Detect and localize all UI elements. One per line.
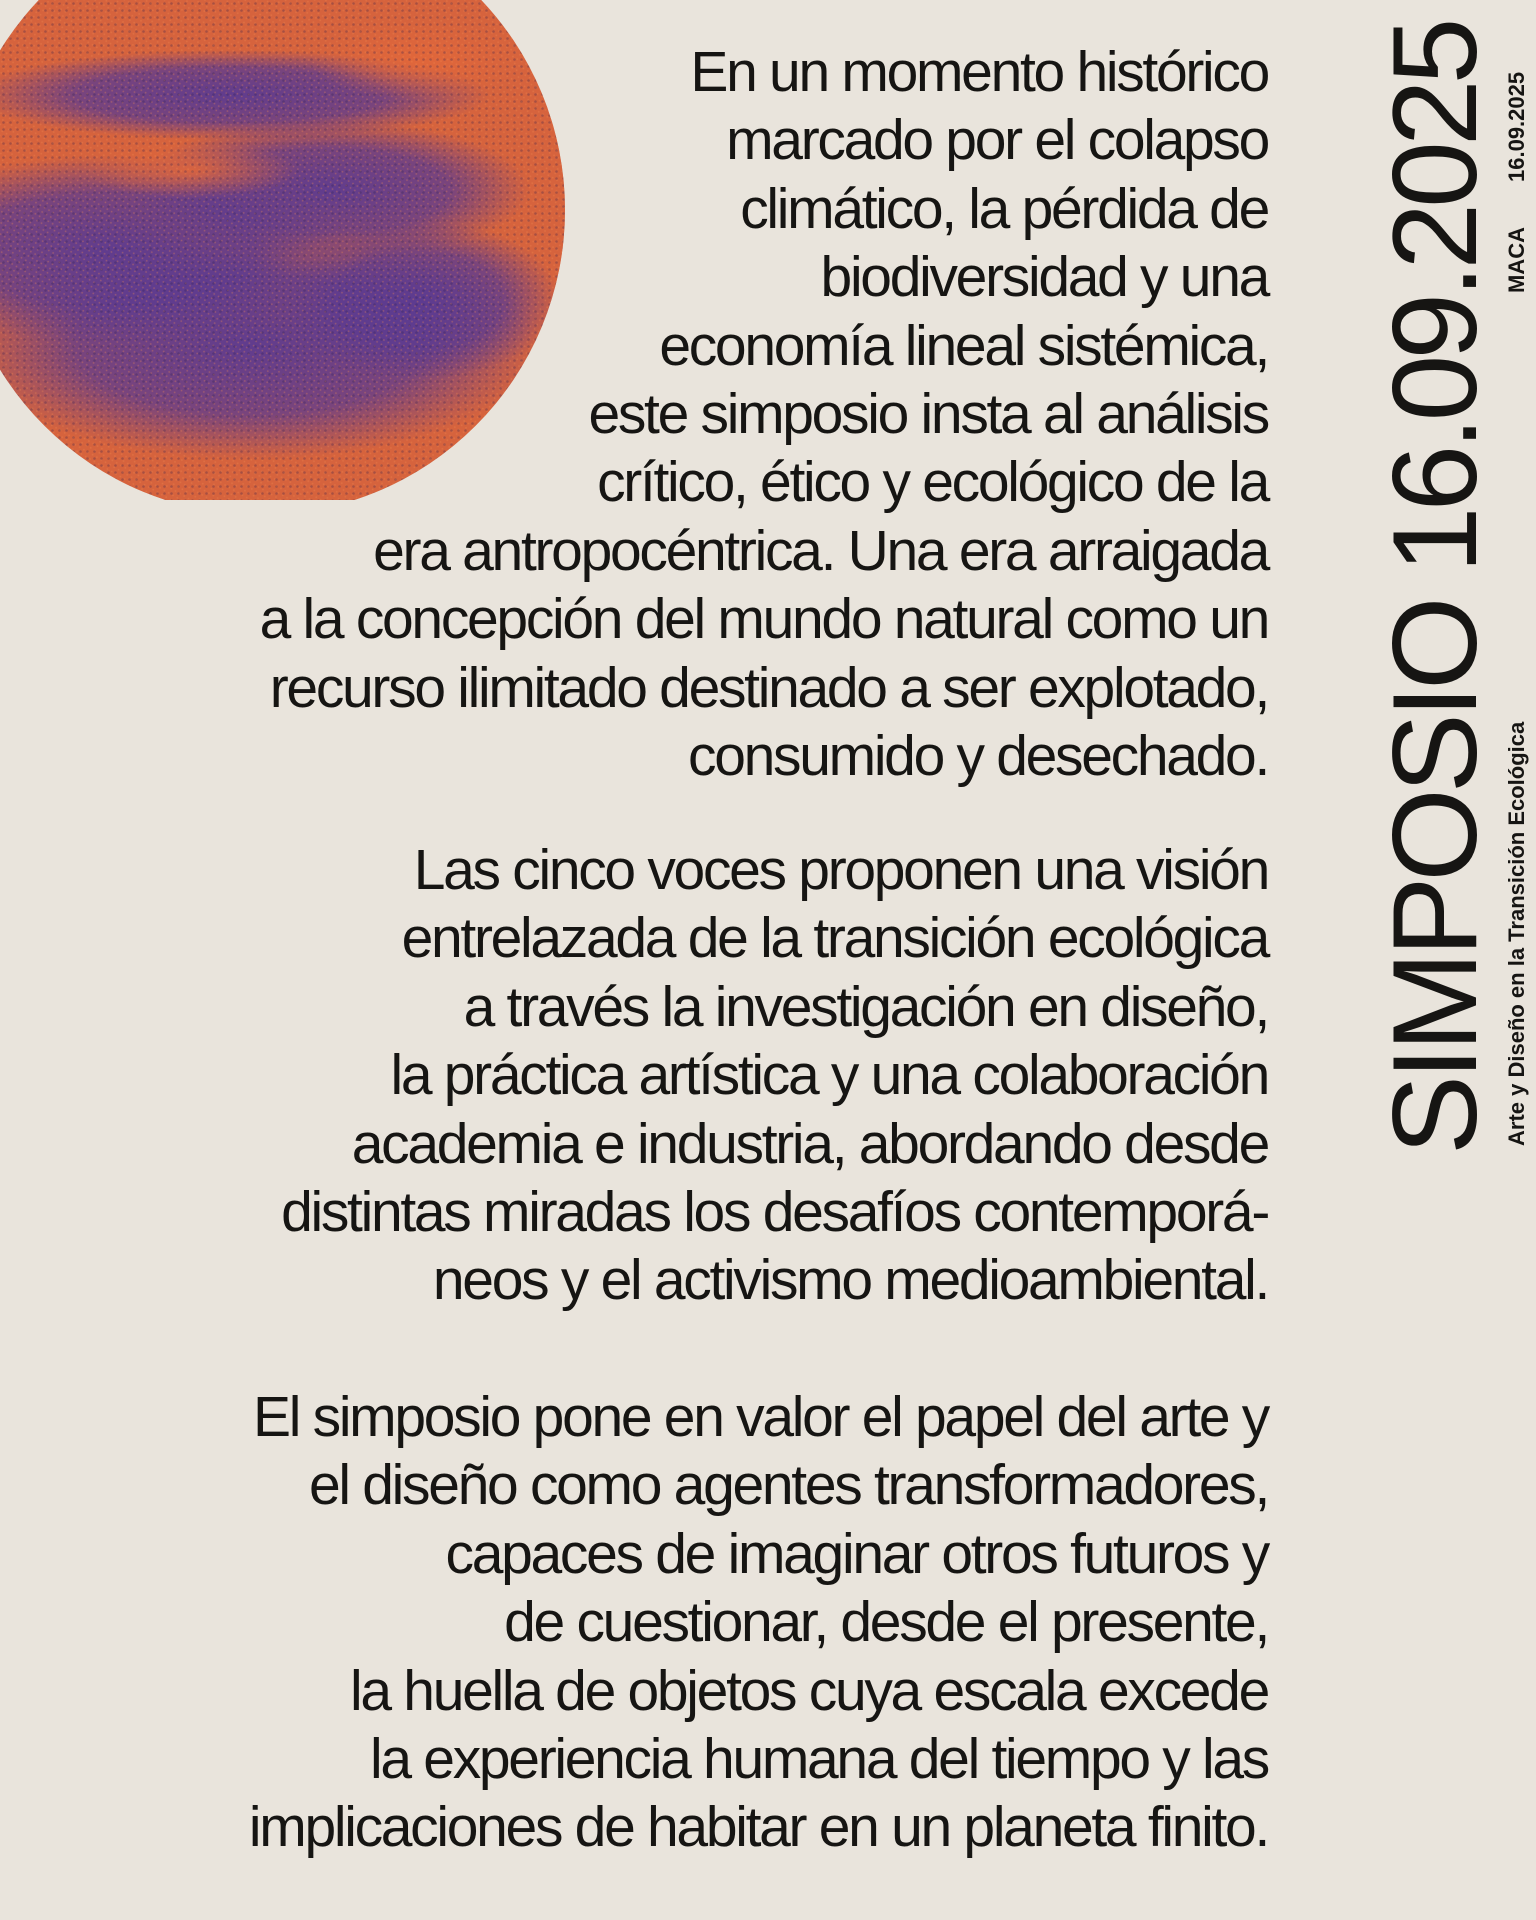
date-label: 16.09.2025: [1504, 71, 1529, 182]
text-line: implicaciones de habitar en un planeta finito.: [248, 1795, 1268, 1860]
intro-paragraph: [38, 38, 1268, 790]
poster-subtitle: Arte y Diseño en la Transición Ecológica: [1504, 721, 1529, 1146]
text-line: crítico, ético y ecológico de la: [597, 450, 1268, 515]
text-line: a la concepción del mundo natural como un: [259, 587, 1268, 652]
text-line: de cuestionar, desde el presente,: [504, 1590, 1268, 1655]
text-line: entrelazada de la transición ecológica: [401, 906, 1268, 971]
poster-title: SIMPOSIO 16.09.2025: [1368, 22, 1502, 1155]
voices-paragraph: [38, 836, 1268, 1315]
text-line: a través la investigación en diseño,: [463, 974, 1268, 1039]
text-line: el diseño como agentes transformadores,: [308, 1453, 1268, 1518]
text-line: capaces de imaginar otros futuros y: [445, 1521, 1268, 1586]
text-line: la huella de objetos cuya escala excede: [350, 1658, 1268, 1723]
text-line: marcado por el colapso: [726, 108, 1268, 173]
text-line: En un momento histórico: [690, 40, 1268, 104]
venue-label: MACA: [1504, 227, 1529, 293]
text-line: consumido y desechado.: [688, 724, 1268, 789]
text-line: biodiversidad y una: [820, 245, 1268, 310]
text-line: academia e industria, abordando desde: [351, 1111, 1268, 1176]
text-line: la experiencia humana del tiempo y las: [370, 1727, 1268, 1792]
text-line: Las cinco voces proponen una visión: [413, 838, 1268, 902]
text-line: economía lineal sistémica,: [659, 313, 1268, 378]
text-line: era antropocéntrica. Una era arraigada: [373, 518, 1268, 583]
text-line: El simposio pone en valor el papel del arte y: [253, 1385, 1268, 1449]
text-line: este simposio insta al análisis: [588, 382, 1268, 447]
text-line: recurso ilimitado destinado a ser explotado,: [269, 655, 1268, 720]
text-line: la práctica artística y una colaboración: [390, 1043, 1268, 1108]
text-line: distintas miradas los desafíos contemporá-: [281, 1180, 1268, 1245]
text-line: climático, la pérdida de: [740, 176, 1268, 241]
closing-paragraph: [38, 1383, 1268, 1862]
text-line: neos y el activismo medioambiental.: [432, 1248, 1268, 1313]
